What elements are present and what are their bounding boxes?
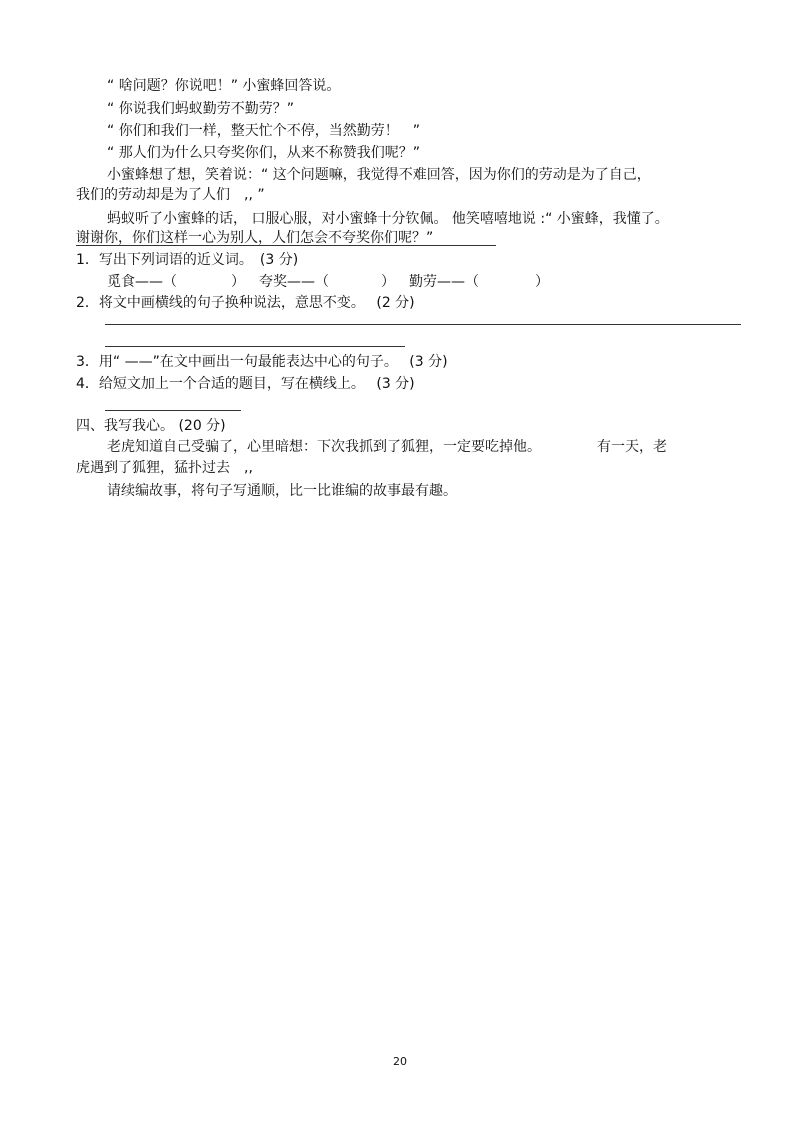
synonym-item-2: 夸奖——（ — [259, 274, 329, 290]
passage-line: 蚂蚁听了小蜜蜂的话， 口服心服，对小蜜蜂十分钦佩。 他笑嘻嘻地说 :“ 小蜜蜂，我懂了。 — [107, 211, 669, 227]
answer-line — [105, 346, 405, 347]
question-2: 2．将文中画横线的句子换种说法，意思不变。 (2 分) — [76, 295, 415, 311]
passage-line: 小蜜蜂想了想，笑着说：“ 这个问题嘛，我觉得不难回答，因为你们的劳动是为了自己， — [107, 167, 651, 183]
passage-line: “ 你们和我们一样，整天忙个不停，当然勤劳！ ” — [107, 123, 420, 139]
synonym-close-1: ） — [231, 274, 245, 290]
question-3: 3．用“ ——”在文中画出一句最能表达中心的句子。 (3 分) — [76, 354, 448, 370]
instruction-line: 请续编故事，将句子写通顺，比一比谁编的故事最有趣。 — [107, 483, 457, 499]
synonym-item-3: 勤劳——（ — [409, 274, 479, 290]
prompt-text: 有一天，老 — [597, 439, 667, 455]
synonym-close-3: ） — [535, 274, 549, 290]
prompt-line: 虎遇到了狐狸，猛扑过去 ,, — [76, 460, 253, 476]
question-1: 1．写出下列词语的近义词。 (3 分) — [76, 252, 299, 268]
passage-line: “ 你说我们蚂蚁勤劳不勤劳？” — [107, 101, 294, 117]
section-heading: 四、我写我心。 (20 分) — [76, 418, 226, 434]
underline-sentence — [76, 245, 496, 246]
title-answer-line — [105, 410, 241, 411]
page-number: 20 — [393, 1055, 407, 1068]
prompt-line — [107, 437, 667, 457]
passage-line: “ 那人们为什么只夸奖你们，从来不称赞我们呢？” — [107, 145, 420, 161]
question-4: 4．给短文加上一个合适的题目，写在横线上。 (3 分) — [76, 376, 415, 392]
synonym-close-2: ） — [381, 274, 395, 290]
prompt-text: 老虎知道自己受骗了，心里暗想：下次我抓到了狐狸，一定要吃掉他。 — [107, 439, 541, 455]
passage-line: 我们的劳动却是为了人们 ,, ” — [76, 187, 265, 203]
synonym-item-1: 觅食——（ — [107, 274, 177, 290]
synonym-row — [107, 272, 549, 292]
passage-line: “ 啥问题？你说吧！” 小蜜蜂回答说。 — [107, 78, 341, 94]
passage-line: 谢谢你，你们这样一心为别人，人们怎会不夸奖你们呢？” — [76, 230, 434, 246]
answer-line — [105, 324, 741, 325]
